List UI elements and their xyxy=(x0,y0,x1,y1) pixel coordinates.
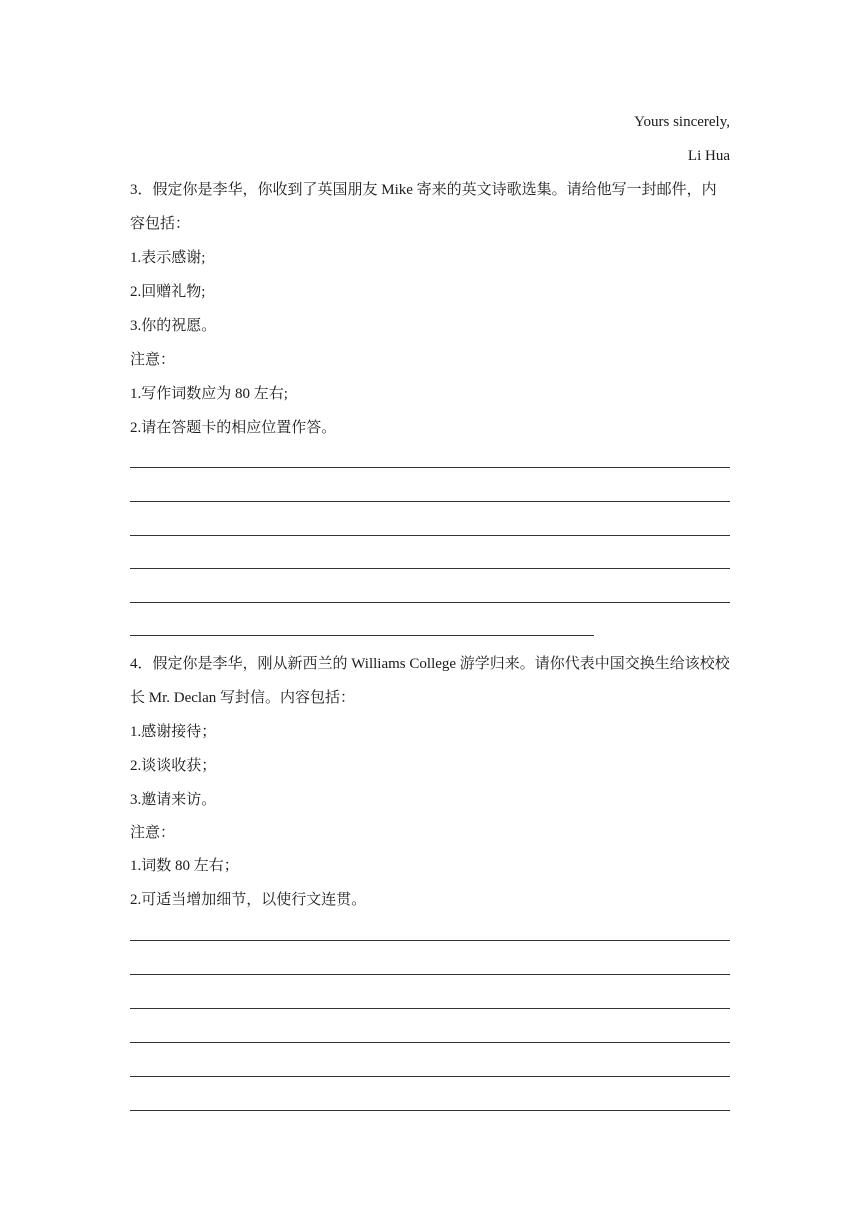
q3-note: 1.写作词数应为 80 左右; xyxy=(130,386,288,402)
answer-line xyxy=(130,1110,730,1111)
answer-line xyxy=(130,1008,730,1009)
q3-item: 3.你的祝愿。 xyxy=(130,318,217,334)
answer-line xyxy=(130,940,730,941)
answer-line xyxy=(130,602,730,603)
q4-item: 3.邀请来访。 xyxy=(130,792,217,808)
q4-item: 2.谈谈收获； xyxy=(130,758,217,774)
q3-prompt-line-2: 容包括： xyxy=(130,216,191,232)
answer-line xyxy=(130,501,730,502)
q4-note: 2.可适当增加细节，以使行文连贯。 xyxy=(130,892,367,908)
answer-line xyxy=(130,974,730,975)
q3-notes-heading: 注意： xyxy=(130,352,176,368)
answer-line xyxy=(130,467,730,468)
letter-signature: Li Hua xyxy=(687,148,730,164)
q3-item: 1.表示感谢; xyxy=(130,250,206,266)
answer-line xyxy=(130,568,730,569)
q3-note: 2.请在答题卡的相应位置作答。 xyxy=(130,420,337,436)
answer-line xyxy=(130,1076,730,1077)
q3-item: 2.回赠礼物; xyxy=(130,284,206,300)
letter-sign-off: Yours sincerely, xyxy=(634,114,730,130)
q4-note: 1.词数 80 左右； xyxy=(130,858,239,874)
q4-notes-heading: 注意： xyxy=(130,825,176,841)
q3-prompt-line-1: 3．假定你是李华，你收到了英国朋友 Mike 寄来的英文诗歌选集。请给他写一封邮件，内 xyxy=(130,182,717,198)
q4-item: 1.感谢接待； xyxy=(130,724,217,740)
q4-prompt-line-2: 长 Mr. Declan 写封信。内容包括： xyxy=(130,690,355,706)
answer-line xyxy=(130,1042,730,1043)
answer-line xyxy=(130,535,730,536)
q4-prompt-line-1: 4．假定你是李华，刚从新西兰的 Williams College 游学归来。请你代表中国交换生给该校校 xyxy=(130,656,730,672)
answer-line xyxy=(130,635,594,636)
